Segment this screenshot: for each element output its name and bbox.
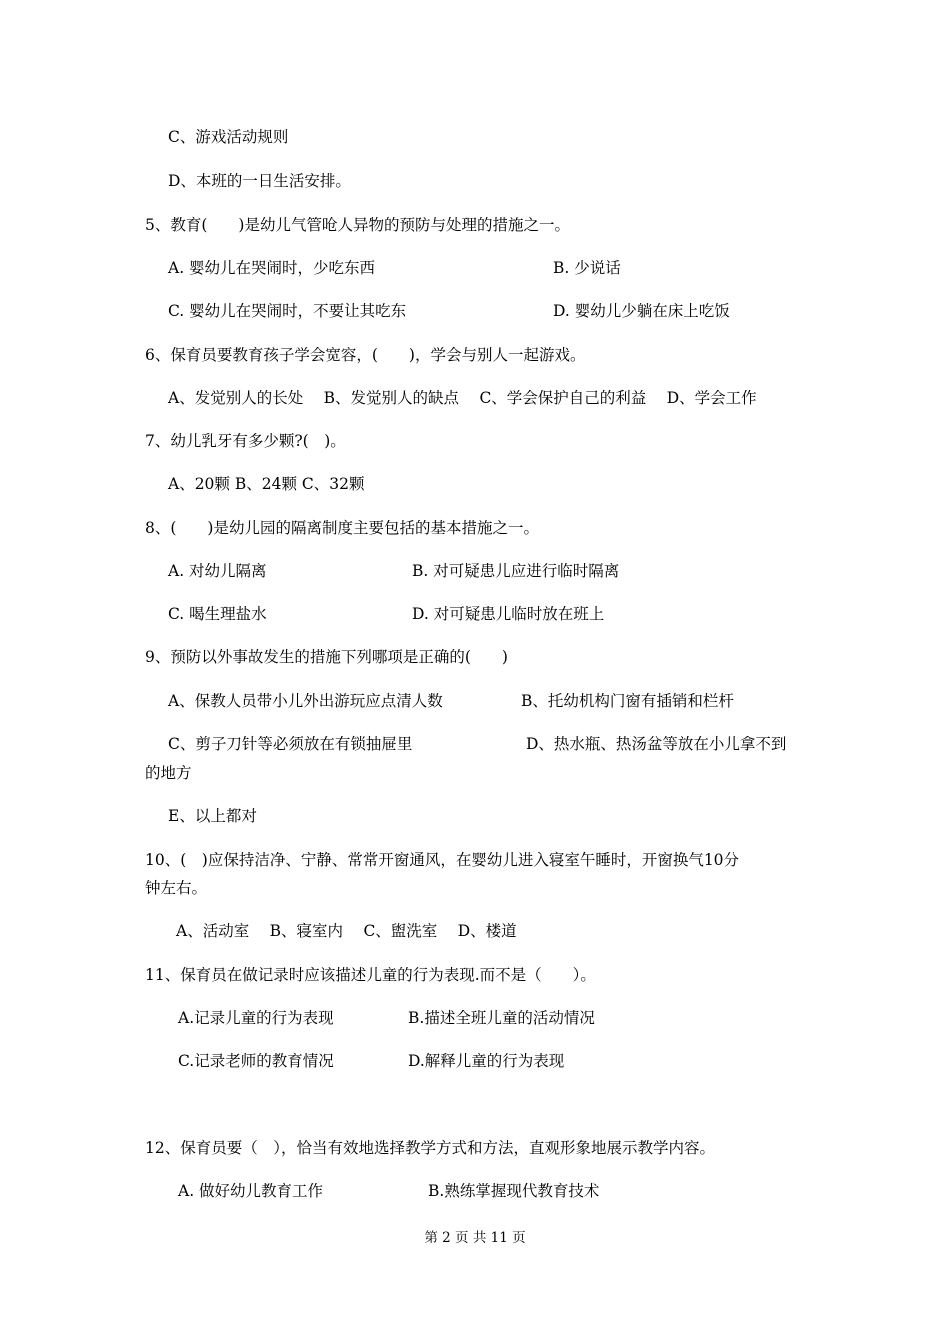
q4-option-d: D、本班的一日生活安排。 [168,172,351,190]
q8-stem: 8、( )是幼儿园的隔离制度主要包括的基本措施之一。 [145,519,539,537]
q6-stem: 6、保育员要教育孩子学会宽容，( )，学会与别人一起游戏。 [145,346,586,364]
q10-stem: 10、( )应保持洁净、宁静、常常开窗通风，在婴幼儿进入寝室午睡时，开窗换气10分 [145,851,740,869]
q8-option-d: D. 对可疑患儿临时放在班上 [412,605,605,623]
q11-stem: 11、保育员在做记录时应该描述儿童的行为表现.而不是（ ）。 [145,966,596,984]
q4-option-c: C、游戏活动规则 [168,128,289,146]
q8-option-a: A. 对幼儿隔离 [168,562,267,580]
q7-options: A、20颗 B、24颗 C、32颗 [168,475,365,493]
page-number-footer: 第 2 页 共 11 页 [424,1230,526,1246]
q5-stem: 5、教育( )是幼儿气管呛人异物的预防与处理的措施之一。 [145,216,570,234]
q12-option-a: A. 做好幼儿教育工作 [178,1182,324,1200]
q6-options: A、发觉别人的长处 B、发觉别人的缺点 C、学会保护自己的利益 D、学会工作 [168,389,757,407]
q9-option-e: E、以上都对 [168,807,257,825]
q11-option-c: C.记录老师的教育情况 [178,1052,334,1070]
q9-stem: 9、预防以外事故发生的措施下列哪项是正确的( ) [145,648,508,666]
q7-stem: 7、幼儿乳牙有多少颗?( )。 [145,432,346,450]
q5-option-c: C. 婴幼儿在哭闹时，不要让其吃东 [168,302,407,320]
q9-option-d-continuation: 的地方 [145,764,192,782]
q10-options: A、活动室 B、寝室内 C、盥洗室 D、楼道 [176,922,517,940]
q11-option-b: B.描述全班儿童的活动情况 [408,1009,595,1027]
q9-option-c: C、剪子刀针等必须放在有锁抽屉里 [168,735,413,753]
q10-stem-continuation: 钟左右。 [145,879,208,897]
q12-option-b: B.熟练掌握现代教育技术 [428,1182,600,1200]
q8-option-b: B. 对可疑患儿应进行临时隔离 [412,562,620,580]
q9-option-a: A、保教人员带小儿外出游玩应点清人数 [168,692,443,710]
q9-option-b: B、托幼机构门窗有插销和栏杆 [521,692,734,710]
q11-option-a: A.记录儿童的行为表现 [178,1009,334,1027]
q5-option-d: D. 婴幼儿少躺在床上吃饭 [553,302,730,320]
q5-option-a: A. 婴幼儿在哭闹时，少吃东西 [168,259,376,277]
q12-stem: 12、保育员要（ ），恰当有效地选择教学方式和方法，直观形象地展示教学内容。 [145,1139,715,1157]
q8-option-c: C. 喝生理盐水 [168,605,267,623]
q11-option-d: D.解释儿童的行为表现 [408,1052,565,1070]
q9-option-d: D、热水瓶、热汤盆等放在小儿拿不到 [526,735,787,753]
q5-option-b: B. 少说话 [553,259,621,277]
